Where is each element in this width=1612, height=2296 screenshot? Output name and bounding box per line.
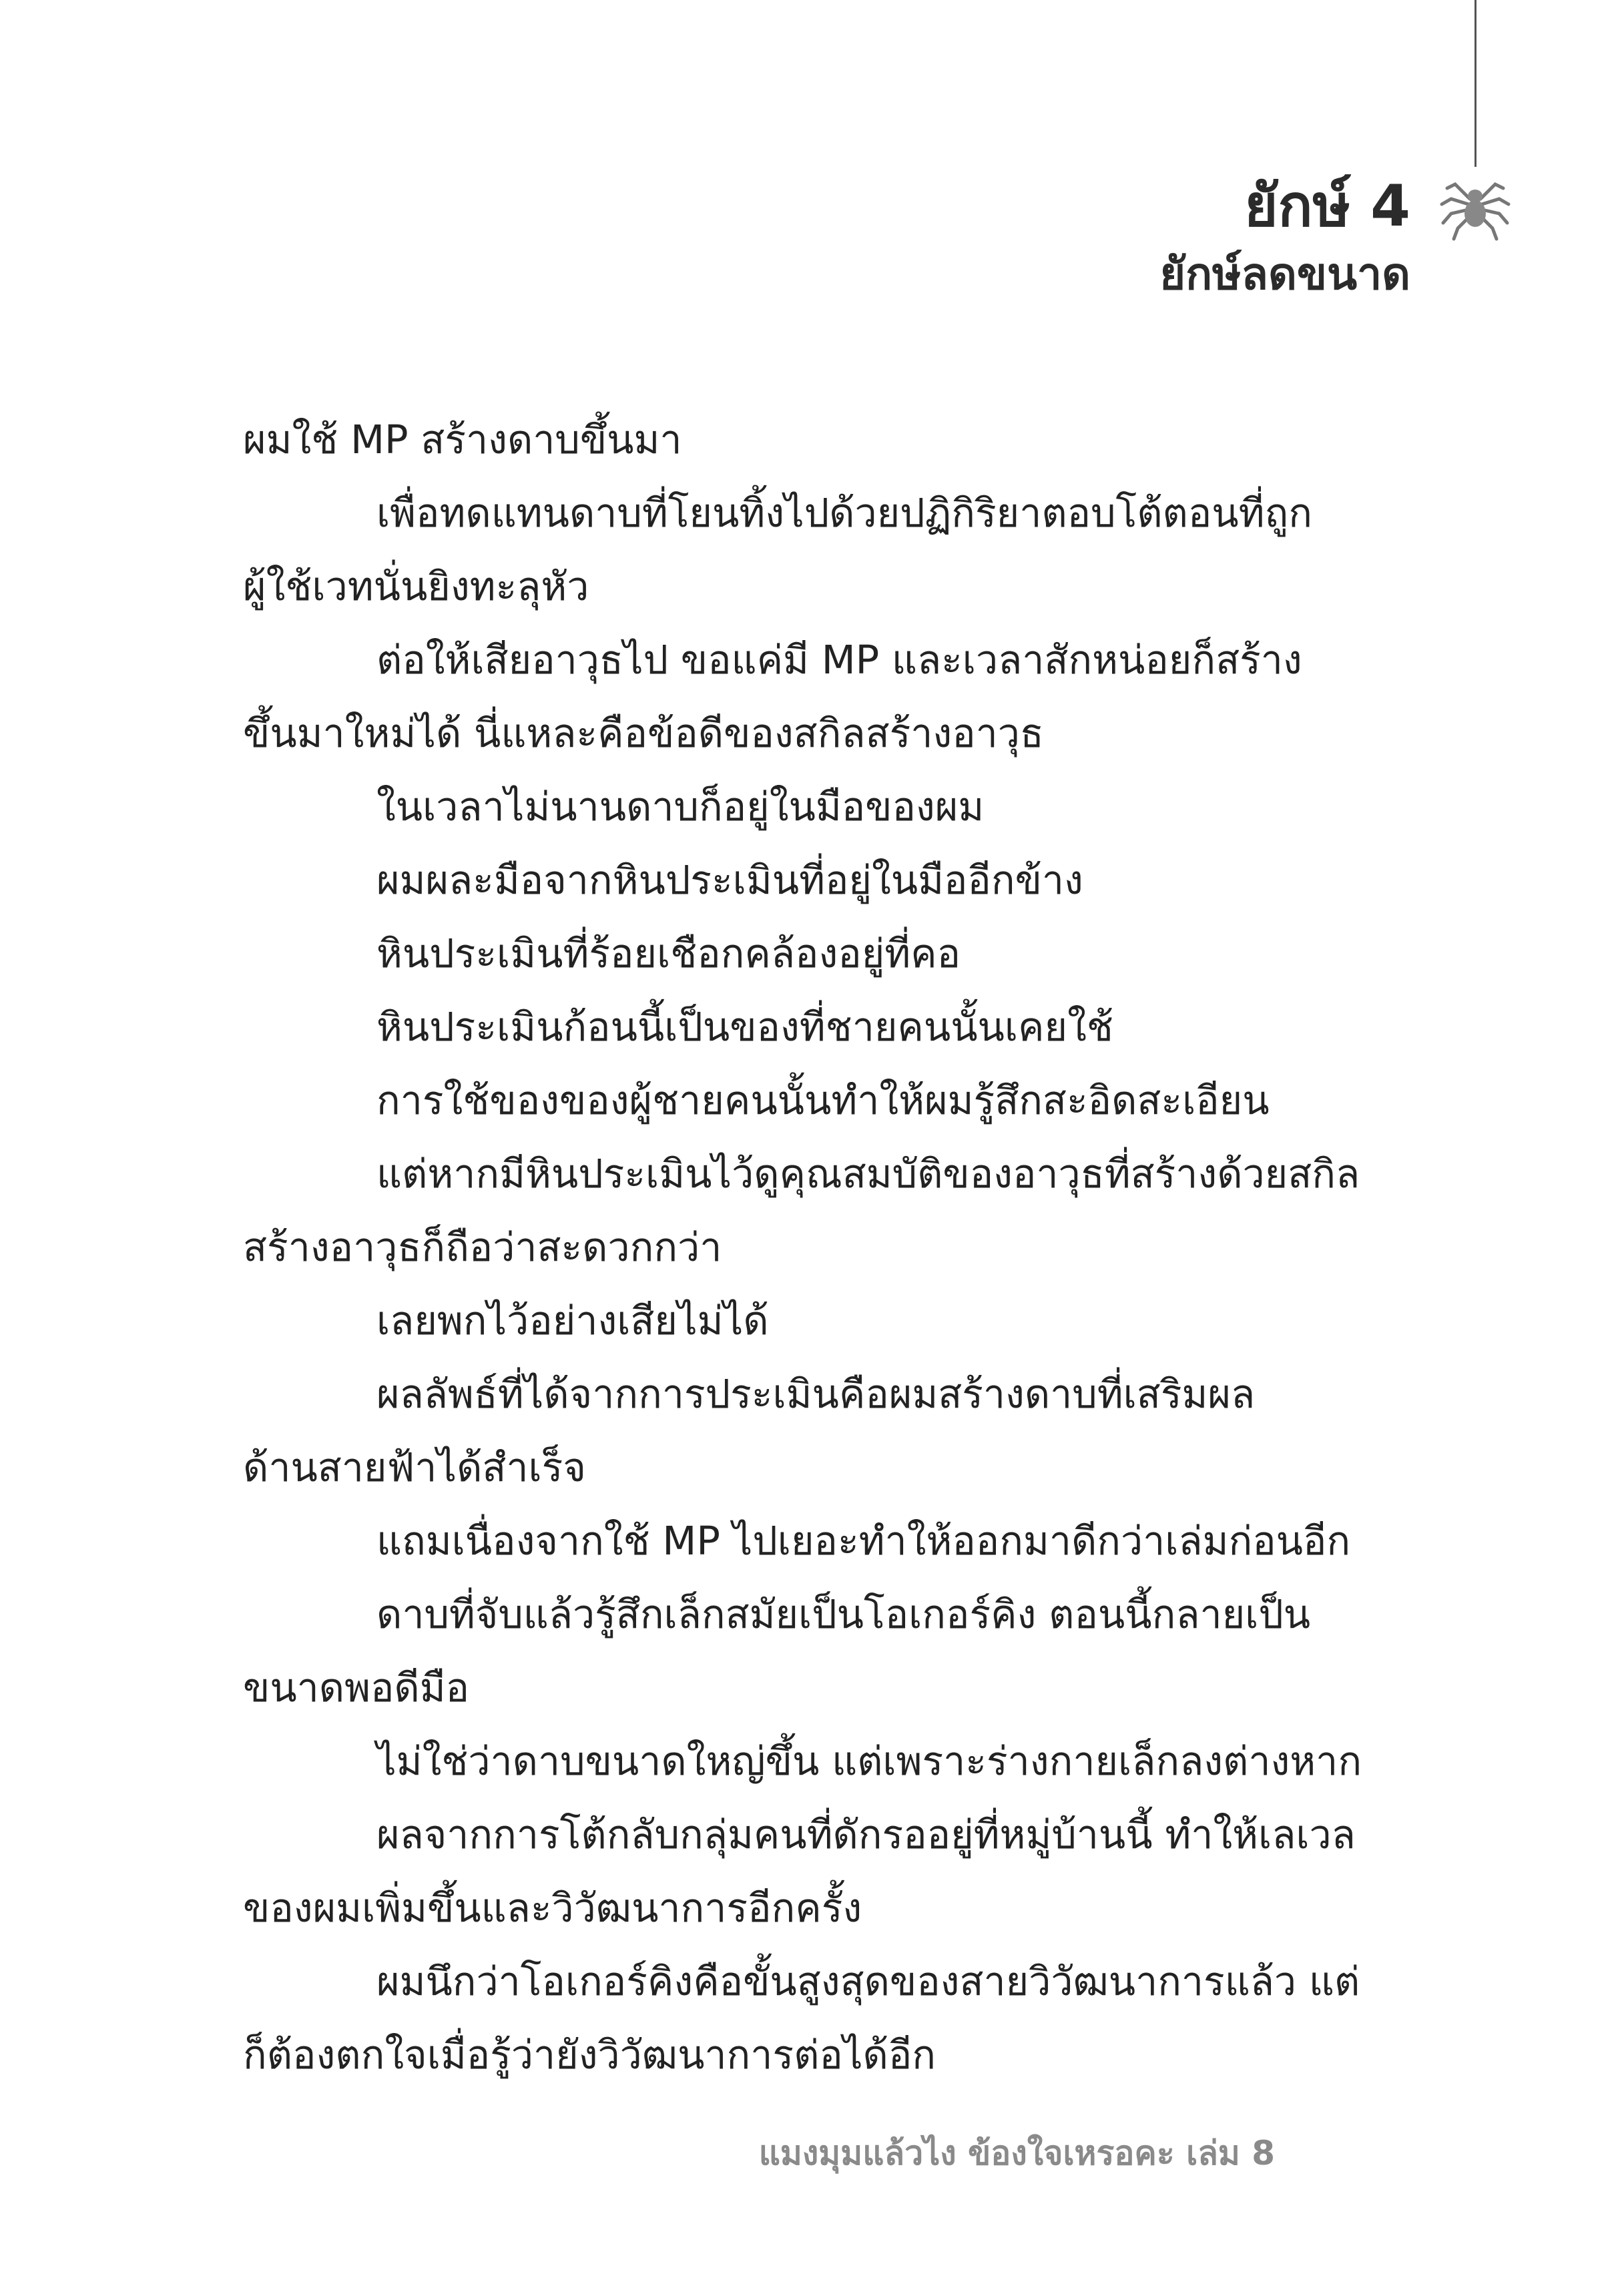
text-line: ผลลัพธ์ที่ได้จากการประเมินคือผมสร้างดาบที่เสริมผล xyxy=(376,1371,1256,1417)
text-line: สร้างอาวุธก็ถือว่าสะดวกกว่า xyxy=(243,1224,722,1270)
spider-icon xyxy=(1435,164,1515,244)
text-line: ไม่ใช่ว่าดาบขนาดใหญ่ขึ้น แต่เพราะร่างกายเล็กลงต่างหาก xyxy=(376,1738,1362,1784)
text-line: ขนาดพอดีมือ xyxy=(243,1665,470,1711)
text-line: ผมนึกว่าโอเกอร์คิงคือขั้นสูงสุดของสายวิวัฒนาการแล้ว แต่ xyxy=(376,1958,1360,2004)
text-line: หินประเมินที่ร้อยเชือกคล้องอยู่ที่คอ xyxy=(376,930,961,976)
text-line: ในเวลาไม่นานดาบก็อยู่ในมือของผม xyxy=(376,784,985,830)
text-line: ต่อให้เสียอาวุธไป ขอแค่มี MP และเวลาสักหน่อยก็สร้าง xyxy=(376,637,1302,683)
text-line: ผลจากการโต้กลับกลุ่มคนที่ดักรออยู่ที่หมู่บ้านนี้ ทำให้เลเวล xyxy=(376,1811,1356,1857)
chapter-title: ยักษ์ลดขนาด xyxy=(1159,248,1410,300)
text-line: ดาบที่จับแล้วรู้สึกเล็กสมัยเป็นโอเกอร์คิง ตอนนี้กลายเป็น xyxy=(376,1591,1311,1637)
text-line: ของผมเพิ่มขึ้นและวิวัฒนาการอีกครั้ง xyxy=(243,1885,862,1931)
text-line: ก็ต้องตกใจเมื่อรู้ว่ายังวิวัฒนาการต่อได้อีก xyxy=(243,2032,936,2078)
body-text xyxy=(243,403,1411,2092)
text-line: ผมใช้ MP สร้างดาบขึ้นมา xyxy=(243,416,682,463)
text-line: หินประเมินก้อนนี้เป็นของที่ชายคนนั้นเคยใช้ xyxy=(376,1004,1113,1050)
text-line: แถมเนื่องจากใช้ MP ไปเยอะทำให้ออกมาดีกว่าเล่มก่อนอีก xyxy=(376,1518,1351,1564)
text-line: ด้านสายฟ้าได้สำเร็จ xyxy=(243,1444,586,1490)
spider-thread xyxy=(1474,0,1476,167)
text-line: เลยพกไว้อย่างเสียไม่ได้ xyxy=(376,1298,769,1344)
text-line: ผู้ใช้เวทนั่นยิงทะลุหัว xyxy=(243,563,589,609)
text-line: ขึ้นมาใหม่ได้ นี่แหละคือข้อดีของสกิลสร้างอาวุธ xyxy=(243,710,1044,756)
chapter-number: ยักษ์ 4 xyxy=(1244,173,1410,240)
text-line: การใช้ของของผู้ชายคนนั้นทำให้ผมรู้สึกสะอิดสะเอียน xyxy=(376,1077,1270,1123)
text-line: แต่หากมีหินประเมินไว้ดูคุณสมบัติของอาวุธที่สร้างด้วยสกิล xyxy=(376,1151,1360,1197)
text-line: ผมผละมือจากหินประเมินที่อยู่ในมืออีกข้าง xyxy=(376,857,1083,903)
text-line: เพื่อทดแทนดาบที่โยนทิ้งไปด้วยปฏิกิริยาตอบโต้ตอนที่ถูก xyxy=(376,490,1312,536)
running-footer: แมงมุมแล้วไง ข้องใจเหรอคะ เล่ม 8 xyxy=(758,2134,1275,2173)
